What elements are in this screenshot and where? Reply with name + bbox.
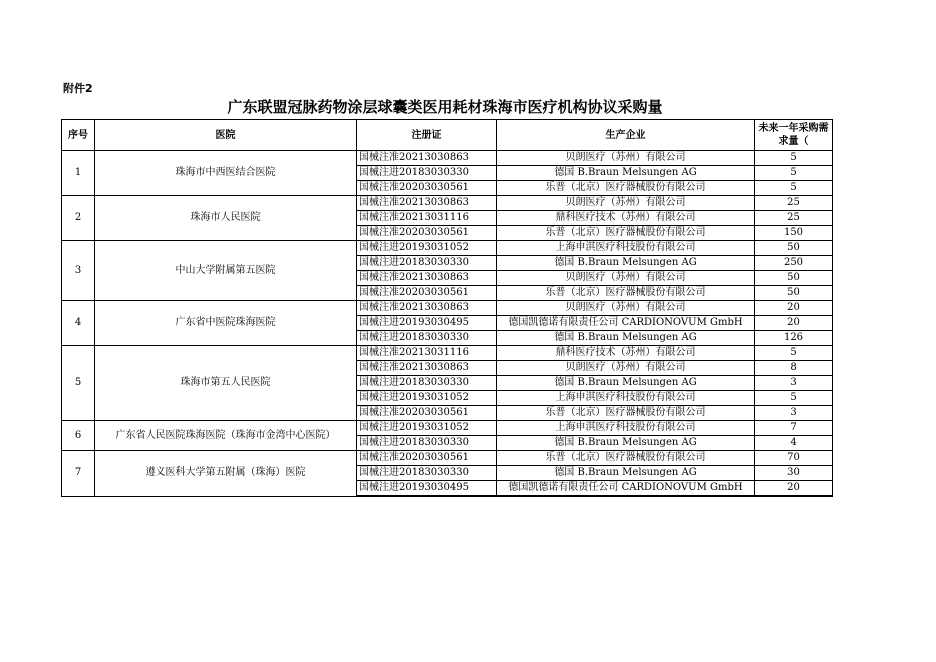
- cell-registration: 国械注准20203030561: [357, 226, 497, 241]
- cell-quantity: 4: [755, 436, 833, 451]
- cell-registration: 国械注准20213030863: [357, 151, 497, 166]
- header-hospital: 医院: [95, 120, 357, 151]
- cell-manufacturer: 鼎科医疗技术（苏州）有限公司: [497, 211, 755, 226]
- cell-hospital: 珠海市人民医院: [95, 196, 357, 241]
- cell-quantity: 20: [755, 316, 833, 331]
- cell-registration: 国械注进20193030495: [357, 316, 497, 331]
- cell-quantity: 3: [755, 406, 833, 421]
- cell-manufacturer: 贝朗医疗（苏州）有限公司: [497, 151, 755, 166]
- table-row: [62, 151, 833, 166]
- cell-manufacturer: 贝朗医疗（苏州）有限公司: [497, 196, 755, 211]
- cell-registration: 国械注进20193030495: [357, 481, 497, 497]
- cell-registration: 国械注准20203030561: [357, 406, 497, 421]
- cell-registration: 国械注进20183030330: [357, 436, 497, 451]
- cell-registration: 国械注进20183030330: [357, 166, 497, 181]
- cell-registration: 国械注进20183030330: [357, 466, 497, 481]
- cell-quantity: 5: [755, 346, 833, 361]
- cell-quantity: 20: [755, 301, 833, 316]
- cell-registration: 国械注进20183030330: [357, 331, 497, 346]
- cell-registration: 国械注进20193031052: [357, 241, 497, 256]
- cell-manufacturer: 德国凯德诺有限责任公司 CARDIONOVUM GmbH: [497, 481, 755, 497]
- cell-registration: 国械注准20213031116: [357, 346, 497, 361]
- cell-registration: 国械注进20193031052: [357, 391, 497, 406]
- cell-registration: 国械注进20193031052: [357, 421, 497, 436]
- cell-manufacturer: 德国 B.Braun Melsungen AG: [497, 376, 755, 391]
- cell-manufacturer: 德国 B.Braun Melsungen AG: [497, 331, 755, 346]
- cell-registration: 国械注准20203030561: [357, 286, 497, 301]
- cell-seq: 4: [62, 301, 95, 346]
- cell-seq: 3: [62, 241, 95, 301]
- cell-quantity: 50: [755, 271, 833, 286]
- header-quantity: [755, 120, 833, 151]
- cell-manufacturer: 德国 B.Braun Melsungen AG: [497, 436, 755, 451]
- cell-seq: 5: [62, 346, 95, 421]
- cell-hospital: 广东省人民医院珠海医院（珠海市金湾中心医院）: [95, 421, 357, 451]
- cell-quantity: 5: [755, 151, 833, 166]
- cell-manufacturer: 德国凯德诺有限责任公司 CARDIONOVUM GmbH: [497, 316, 755, 331]
- cell-registration: 国械注准20203030561: [357, 451, 497, 466]
- cell-seq: 7: [62, 451, 95, 497]
- cell-quantity: 5: [755, 181, 833, 196]
- cell-manufacturer: 德国 B.Braun Melsungen AG: [497, 256, 755, 271]
- cell-quantity: 30: [755, 466, 833, 481]
- header-manufacturer: 生产企业: [497, 120, 755, 151]
- cell-manufacturer: 乐普（北京）医疗器械股份有限公司: [497, 406, 755, 421]
- header-quantity-text: 未来一年采购需求量（: [758, 123, 829, 147]
- cell-seq: 2: [62, 196, 95, 241]
- cell-quantity: 8: [755, 361, 833, 376]
- cell-manufacturer: 乐普（北京）医疗器械股份有限公司: [497, 181, 755, 196]
- cell-seq: 1: [62, 151, 95, 196]
- cell-hospital: 珠海市中西医结合医院: [95, 151, 357, 196]
- table-row: [62, 421, 833, 436]
- cell-hospital: 广东省中医院珠海医院: [95, 301, 357, 346]
- cell-quantity: 50: [755, 241, 833, 256]
- cell-registration: 国械注进20183030330: [357, 376, 497, 391]
- cell-registration: 国械注进20183030330: [357, 256, 497, 271]
- page-title: 广东联盟冠脉药物涂层球囊类医用耗材珠海市医疗机构协议采购量: [227, 98, 663, 116]
- cell-quantity: 5: [755, 391, 833, 406]
- table-row: [62, 451, 833, 466]
- cell-quantity: 3: [755, 376, 833, 391]
- cell-quantity: 150: [755, 226, 833, 241]
- table-row: [62, 241, 833, 256]
- table-row: [62, 301, 833, 316]
- cell-manufacturer: 贝朗医疗（苏州）有限公司: [497, 271, 755, 286]
- cell-manufacturer: 乐普（北京）医疗器械股份有限公司: [497, 451, 755, 466]
- cell-hospital: 遵义医科大学第五附属（珠海）医院: [95, 451, 357, 497]
- cell-quantity: 250: [755, 256, 833, 271]
- cell-hospital: 珠海市第五人民医院: [95, 346, 357, 421]
- cell-manufacturer: 鼎科医疗技术（苏州）有限公司: [497, 346, 755, 361]
- cell-registration: 国械注准20213030863: [357, 301, 497, 316]
- cell-quantity: 7: [755, 421, 833, 436]
- cell-quantity: 5: [755, 166, 833, 181]
- cell-manufacturer: 贝朗医疗（苏州）有限公司: [497, 361, 755, 376]
- cell-registration: 国械注准20213030863: [357, 271, 497, 286]
- cell-quantity: 25: [755, 211, 833, 226]
- cell-manufacturer: 上海申淇医疗科技股份有限公司: [497, 391, 755, 406]
- attachment-label: 附件2: [63, 82, 93, 95]
- cell-registration: 国械注准20213031116: [357, 211, 497, 226]
- cell-quantity: 25: [755, 196, 833, 211]
- cell-manufacturer: 贝朗医疗（苏州）有限公司: [497, 301, 755, 316]
- cell-registration: 国械注准20203030561: [357, 181, 497, 196]
- header-seq: 序号: [62, 120, 95, 151]
- cell-manufacturer: 乐普（北京）医疗器械股份有限公司: [497, 226, 755, 241]
- cell-quantity: 20: [755, 481, 833, 497]
- table-row: [62, 196, 833, 211]
- cell-quantity: 70: [755, 451, 833, 466]
- cell-registration: 国械注准20213030863: [357, 196, 497, 211]
- cell-manufacturer: 上海申淇医疗科技股份有限公司: [497, 241, 755, 256]
- cell-seq: 6: [62, 421, 95, 451]
- cell-manufacturer: 德国 B.Braun Melsungen AG: [497, 466, 755, 481]
- cell-quantity: 126: [755, 331, 833, 346]
- header-registration: 注册证: [357, 120, 497, 151]
- cell-registration: 国械注准20213030863: [357, 361, 497, 376]
- cell-manufacturer: 上海申淇医疗科技股份有限公司: [497, 421, 755, 436]
- cell-manufacturer: 乐普（北京）医疗器械股份有限公司: [497, 286, 755, 301]
- cell-hospital: 中山大学附属第五医院: [95, 241, 357, 301]
- procurement-table: [61, 119, 833, 497]
- table-row: [62, 346, 833, 361]
- cell-quantity: 50: [755, 286, 833, 301]
- table-header-row: [62, 120, 833, 151]
- cell-manufacturer: 德国 B.Braun Melsungen AG: [497, 166, 755, 181]
